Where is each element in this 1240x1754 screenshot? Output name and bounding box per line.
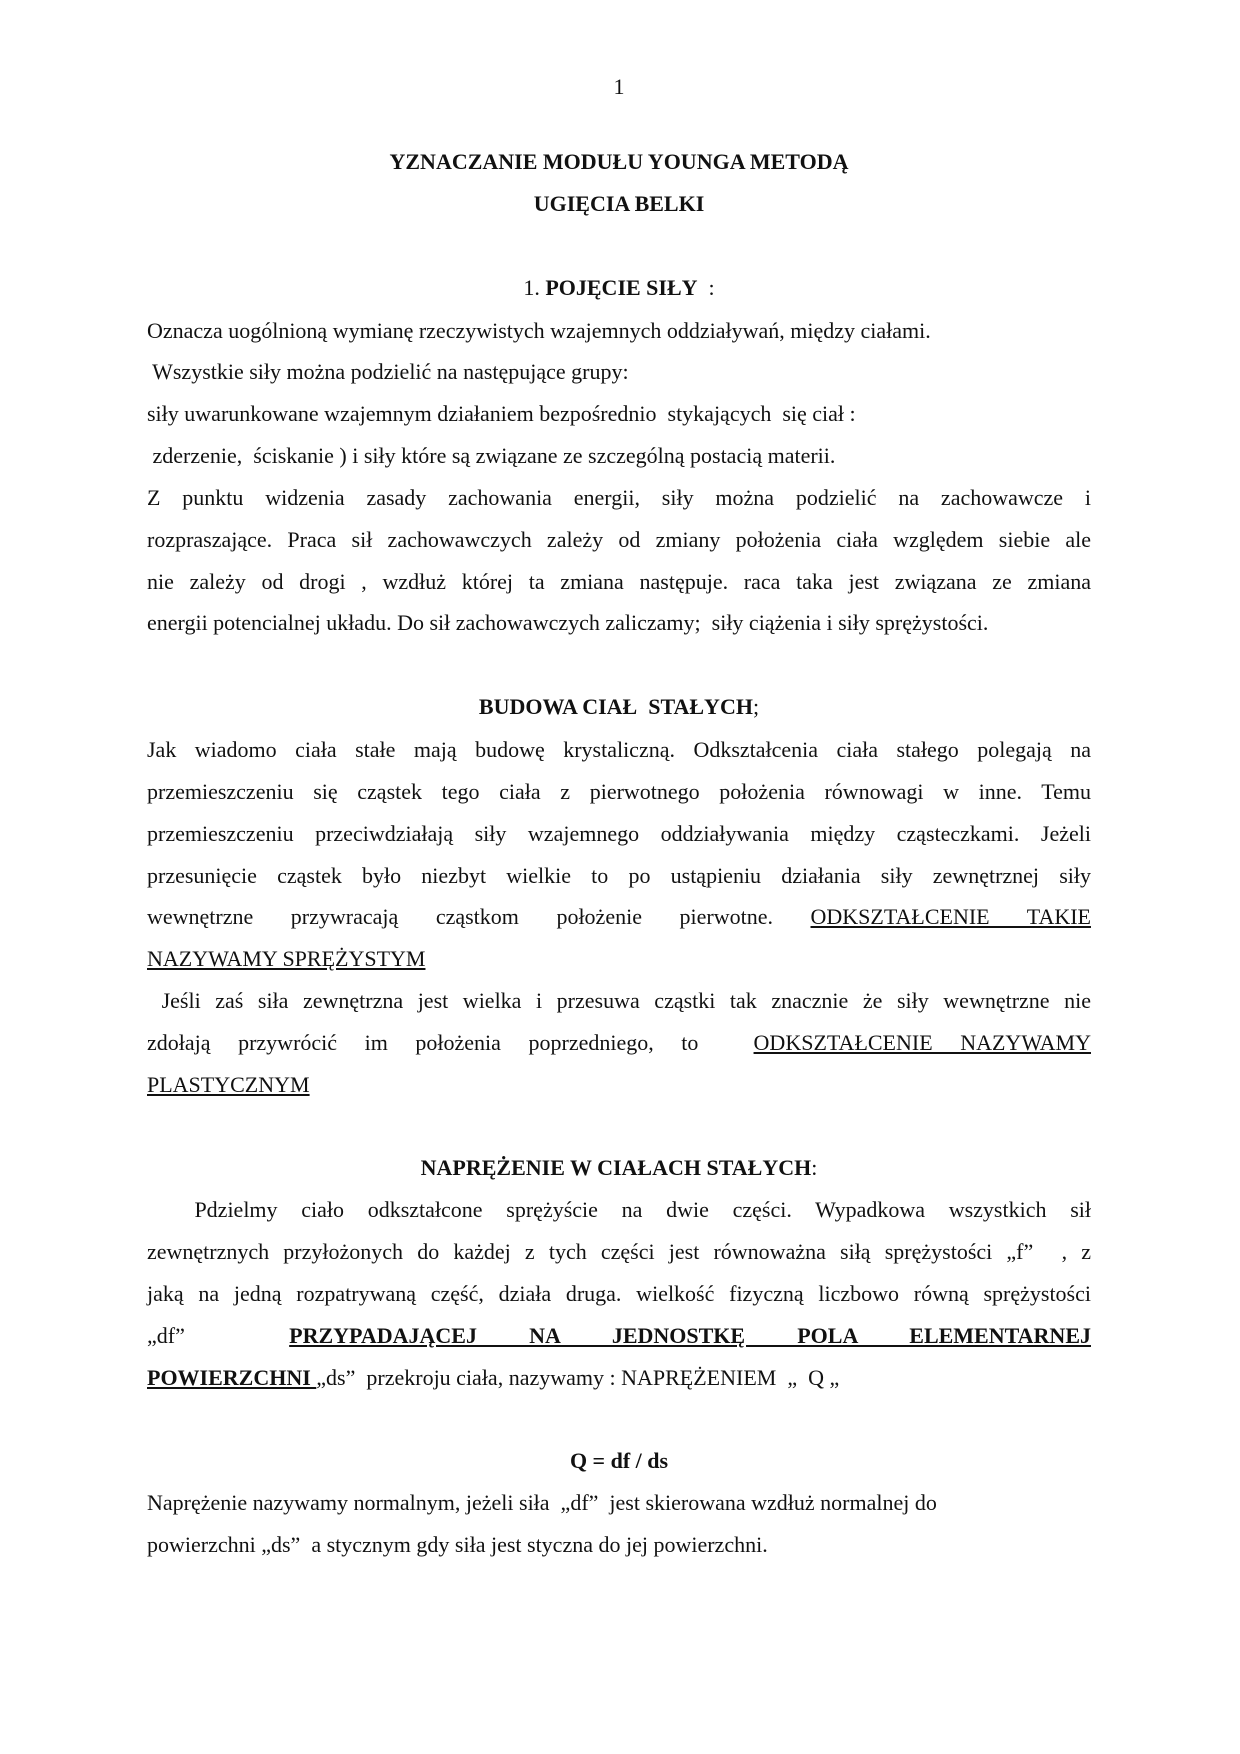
page-number: 1 <box>613 74 625 99</box>
paragraph-line: Naprężenie nazywamy normalnym, jeżeli siła „df” jest skierowana wzdłuż normalnej do <box>147 1490 937 1515</box>
paragraph-line: zewnętrznych przyłożonych do każdej z tych części jest równoważna siłą sprężystości „f” , z <box>147 1239 1091 1264</box>
paragraph-line: energii potencialnej układu. Do sił zachowawczych zaliczamy; siły ciążenia i siły sprężystości. <box>147 610 989 635</box>
paragraph-line: jaką na jedną rozpatrywaną część, działa druga. wielkość fizyczną liczbowo równą sprężystości <box>147 1281 1091 1306</box>
paragraph-line <box>147 1357 1091 1399</box>
paragraph-line <box>147 938 1091 980</box>
paragraph-line: Z punktu widzenia zasady zachowania energii, siły można podzielić na zachowawcze i <box>147 485 1091 510</box>
paragraph-line: Jeśli zaś siła zewnętrzna jest wielka i przesuwa cząstki tak znacznie że siły wewnętrzne nie <box>147 988 1091 1013</box>
line-text: „ds” przekroju ciała, nazywamy : NAPRĘŻENIEM „ Q „ <box>316 1365 840 1390</box>
line-text: „df” <box>147 1323 290 1348</box>
paragraph-line: przemieszczeniu się cząstek tego ciała z pierwotnego położenia równowagi w inne. Temu <box>147 779 1091 804</box>
line-text: zdołają przywrócić im położenia poprzedniego, to <box>147 1030 754 1055</box>
paragraph-line: Jak wiadomo ciała stałe mają budowę krystaliczną. Odkształcenia ciała stałego polegają na <box>147 737 1091 762</box>
plastic-definition: PLASTYCZNYM <box>147 1072 310 1097</box>
section3-heading <box>147 1147 1091 1189</box>
paragraph-line: Pdzielmy ciało odkształcone sprężyście na dwie części. Wypadkowa wszystkich sił <box>147 1197 1091 1222</box>
paragraph-line: nie zależy od drogi , wzdłuż której ta zmiana następuje. raca taka jest związana ze zmiana <box>147 569 1091 594</box>
paragraph-line: Wszystkie siły można podzielić na następujące grupy: <box>147 359 629 384</box>
paragraph-line <box>147 896 1091 938</box>
paragraph-line: powierzchni „ds” a stycznym gdy siła jest styczna do jej powierzchni. <box>147 1532 768 1557</box>
section2-heading-text: BUDOWA CIAŁ STAŁYCH <box>478 694 753 719</box>
section1-heading-text: POJĘCIE SIŁY <box>545 275 698 300</box>
paragraph-line: siły uwarunkowane wzajemnym działaniem bezpośrednio stykających się ciał : <box>147 401 856 426</box>
paragraph-line: zderzenie, ściskanie ) i siły które są związane ze szczególną postacią materii. <box>147 443 836 468</box>
stress-formula: Q = df / ds <box>569 1448 669 1473</box>
section2-heading <box>147 686 1091 728</box>
document-title-line-1: YZNACZANIE MODUŁU YOUNGA METODĄ <box>389 149 849 174</box>
stress-definition: PRZYPADAJĄCEJ NA JEDNOSTKĘ POLA ELEMENTARNEJ <box>289 1323 1091 1348</box>
paragraph-line <box>147 1022 1091 1064</box>
paragraph-line <box>147 1064 1091 1106</box>
paragraph-line: przesunięcie cząstek było niezbyt wielkie to po ustąpieniu działania siły zewnętrznej siły <box>147 863 1091 888</box>
plastic-definition: ODKSZTAŁCENIE NAZYWAMY <box>753 1030 1091 1055</box>
document-title-line-2: UGIĘCIA BELKI <box>533 191 705 216</box>
elastic-definition: ODKSZTAŁCENIE TAKIE <box>810 904 1091 929</box>
paragraph-line: Oznacza uogólnioną wymianę rzeczywistych wzajemnych oddziaływań, między ciałami. <box>147 318 931 343</box>
heading-semicolon: ; <box>752 694 760 719</box>
section1-number: 1. <box>523 275 540 300</box>
stress-definition: POWIERZCHNI <box>147 1365 317 1390</box>
section3-heading-text: NAPRĘŻENIE W CIAŁACH STAŁYCH <box>420 1155 812 1180</box>
heading-colon: : <box>811 1155 818 1180</box>
heading-colon: : <box>697 275 715 300</box>
section1-heading <box>147 267 1091 309</box>
line-text: wewnętrzne przywracają cząstkom położenie pierwotne. <box>147 904 811 929</box>
paragraph-line: rozpraszające. Praca sił zachowawczych zależy od zmiany położenia ciała względem siebie ale <box>147 527 1091 552</box>
paragraph-line <box>147 1315 1091 1357</box>
elastic-definition: NAZYWAMY SPRĘŻYSTYM <box>147 946 426 971</box>
paragraph-line: przemieszczeniu przeciwdziałają siły wzajemnego oddziaływania między cząsteczkami. Jeżeli <box>147 821 1091 846</box>
